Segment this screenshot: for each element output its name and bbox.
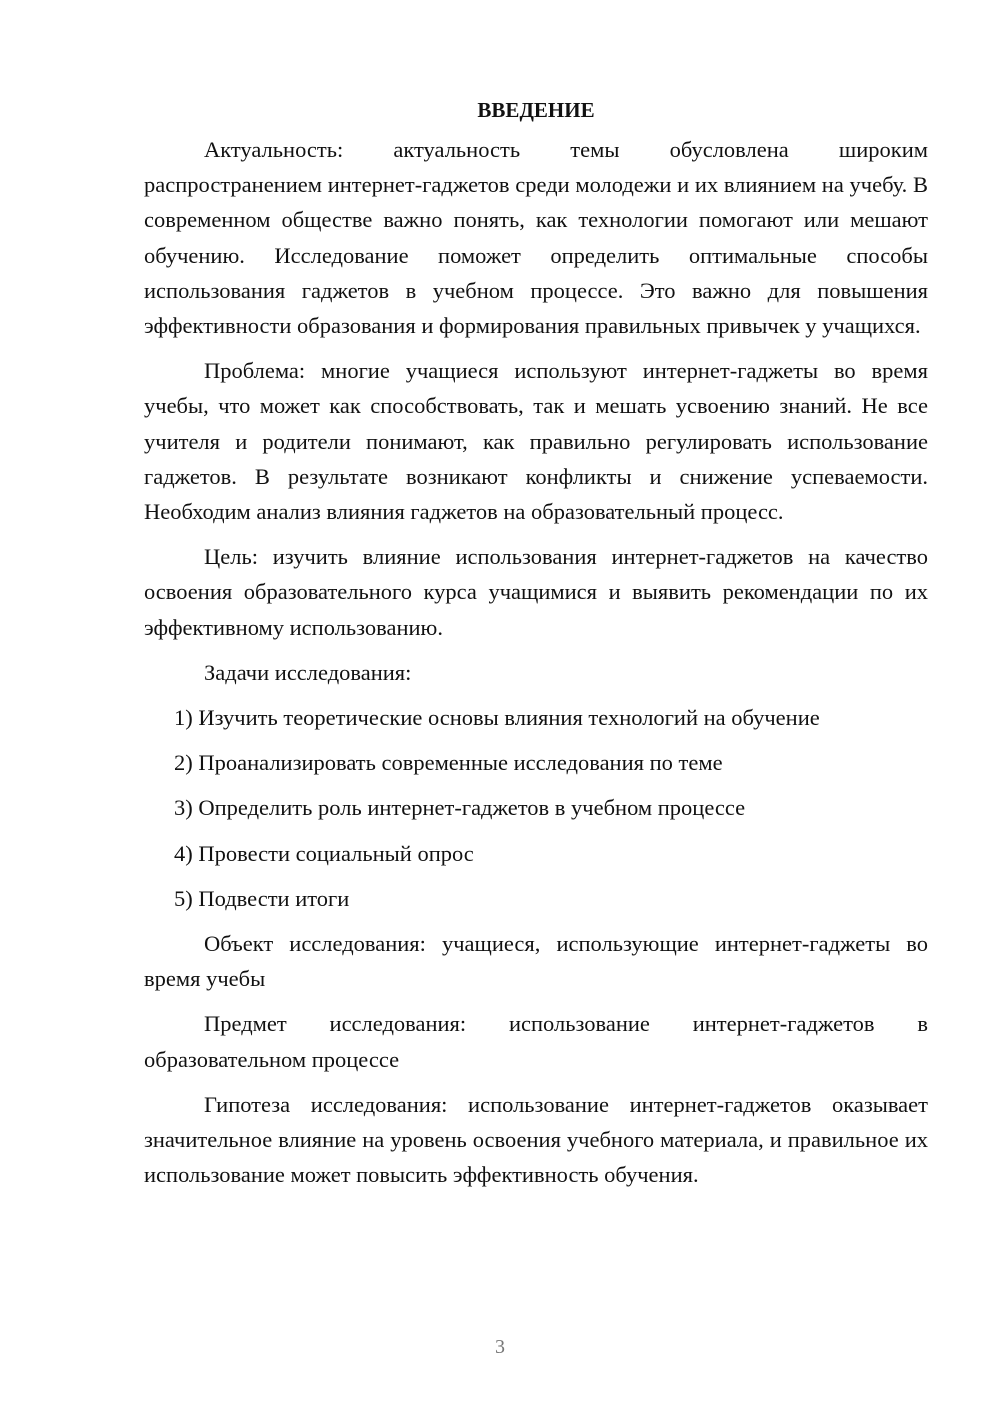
list-item: 5) Подвести итоги (174, 885, 350, 911)
list-item: 4) Провести социальный опрос (174, 840, 474, 866)
paragraph-relevance: Актуальность: актуальность темы обусловлена широким распространением интернет-гаджетов среди молодежи и их влиянием на учебу. В современном обществе важно понять, как технологии помогают или мешают обучению. Исследование поможет определить оптимальные способы использования гаджетов в учебном процессе. Это важно для повышения эффективности образования и формирования правильных привычек у учащихся. (144, 137, 928, 339)
page-title: ВВЕДЕНИЕ (477, 98, 595, 122)
list-item: 1) Изучить теоретические основы влияния технологий на обучение (174, 705, 820, 731)
list-item: 2) Проанализировать современные исследования по теме (174, 750, 723, 776)
list-item: 3) Определить роль интернет-гаджетов в учебном процессе (174, 795, 746, 821)
tasks-list (144, 700, 928, 916)
paragraph-object: Объект исследования: учащиеся, использующие интернет-гаджеты во время учебы (144, 931, 928, 992)
paragraph-goal: Цель: изучить влияние использования интернет-гаджетов на качество освоения образовательного курса учащимися и выявить рекомендации по их эффективному использованию. (144, 544, 928, 640)
paragraph-hypothesis: Гипотеза исследования: использование интернет-гаджетов оказывает значительное влияние на уровень освоения учебного материала, и правильное их использование может повысить эффективность обучения. (144, 1091, 928, 1188)
page-number: 3 (495, 1336, 505, 1358)
paragraph-tasks-heading: Задачи исследования: (204, 659, 412, 685)
paragraph-subject: Предмет исследования: использование интернет-гаджетов в образовательном процессе (144, 1011, 928, 1072)
paragraph-problem: Проблема: многие учащиеся используют интернет-гаджеты во время учебы, что может как способствовать, так и мешать усвоению знаний. Не все учителя и родители понимают, как правильно регулировать использование гаджетов. В результате возникают конфликты и снижение успеваемости. Необходим анализ влияния гаджетов на образовательный процесс. (144, 358, 928, 525)
page-content (144, 92, 928, 1202)
